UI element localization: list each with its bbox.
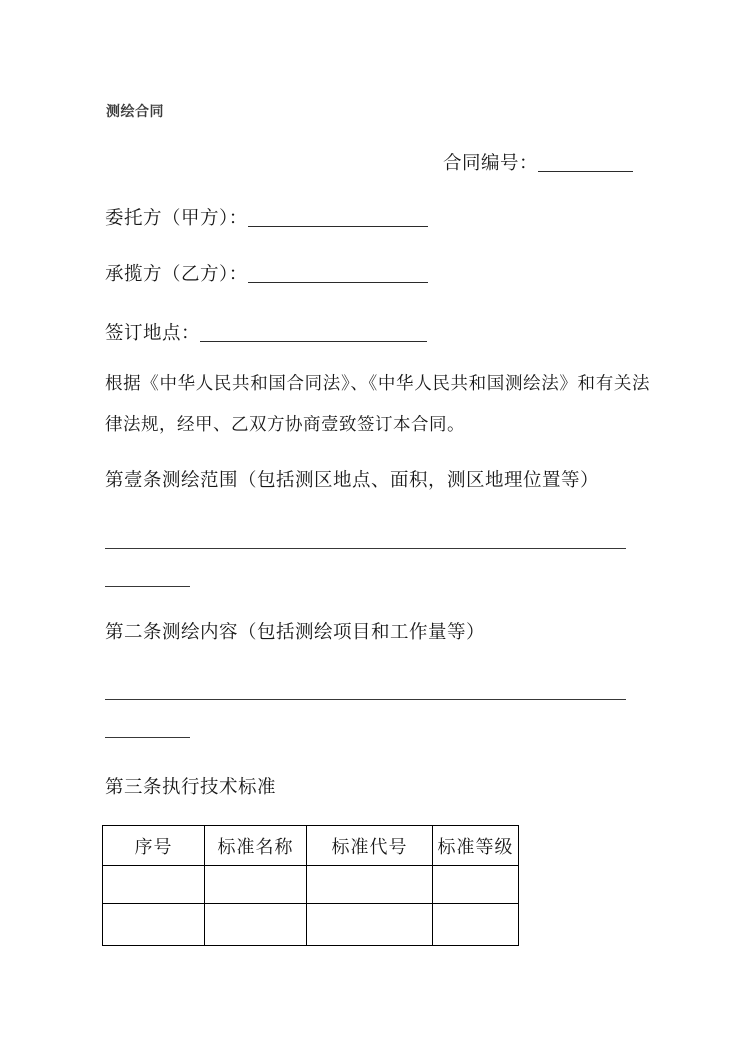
fill-line-long-1 xyxy=(105,548,626,549)
article-2-heading: 第二条测绘内容（包括测绘项目和工作量等） xyxy=(105,623,486,643)
fill-line-short-2 xyxy=(105,737,190,738)
table-header-row xyxy=(103,826,519,866)
party-a-blank xyxy=(248,212,428,227)
header-cell-code: 标准代号 xyxy=(307,826,433,866)
contract-number-blank xyxy=(538,157,633,172)
table-cell xyxy=(103,866,205,904)
party-a-label: 委托方（甲方）： xyxy=(105,209,248,229)
contract-number-line xyxy=(443,153,633,175)
party-b-label: 承揽方（乙方）： xyxy=(105,265,248,285)
standards-table xyxy=(102,825,519,946)
table-cell xyxy=(103,904,205,946)
party-b-blank xyxy=(248,268,428,283)
signing-place-label: 签订地点： xyxy=(105,324,201,344)
signing-place-line xyxy=(105,323,427,345)
table-cell xyxy=(205,866,307,904)
table-cell xyxy=(433,904,519,946)
article-1-heading: 第壹条测绘范围（包括测区地点、面积，测区地理位置等） xyxy=(105,471,600,491)
party-b-line xyxy=(105,264,428,286)
header-cell-name: 标准名称 xyxy=(205,826,307,866)
table-row xyxy=(103,866,519,904)
fill-line-short-1 xyxy=(105,586,190,587)
header-cell-index: 序号 xyxy=(103,826,205,866)
table-cell xyxy=(433,866,519,904)
fill-line-long-2 xyxy=(105,699,626,700)
contract-number-label: 合同编号： xyxy=(442,154,538,174)
document-title: 测绘合同 xyxy=(106,103,164,119)
signing-place-blank xyxy=(200,327,427,342)
article-3-heading: 第三条执行技术标准 xyxy=(105,778,277,798)
table-cell xyxy=(307,866,433,904)
party-a-line xyxy=(105,208,428,230)
table-row xyxy=(103,904,519,946)
preamble-paragraph: 根据《中华人民共和国合同法》、《中华人民共和国测绘法》和有关法律法规，经甲、乙双方协商壹致签订本合同。 xyxy=(105,373,650,434)
table-cell xyxy=(205,904,307,946)
table-cell xyxy=(307,904,433,946)
header-cell-grade: 标准等级 xyxy=(433,826,519,866)
